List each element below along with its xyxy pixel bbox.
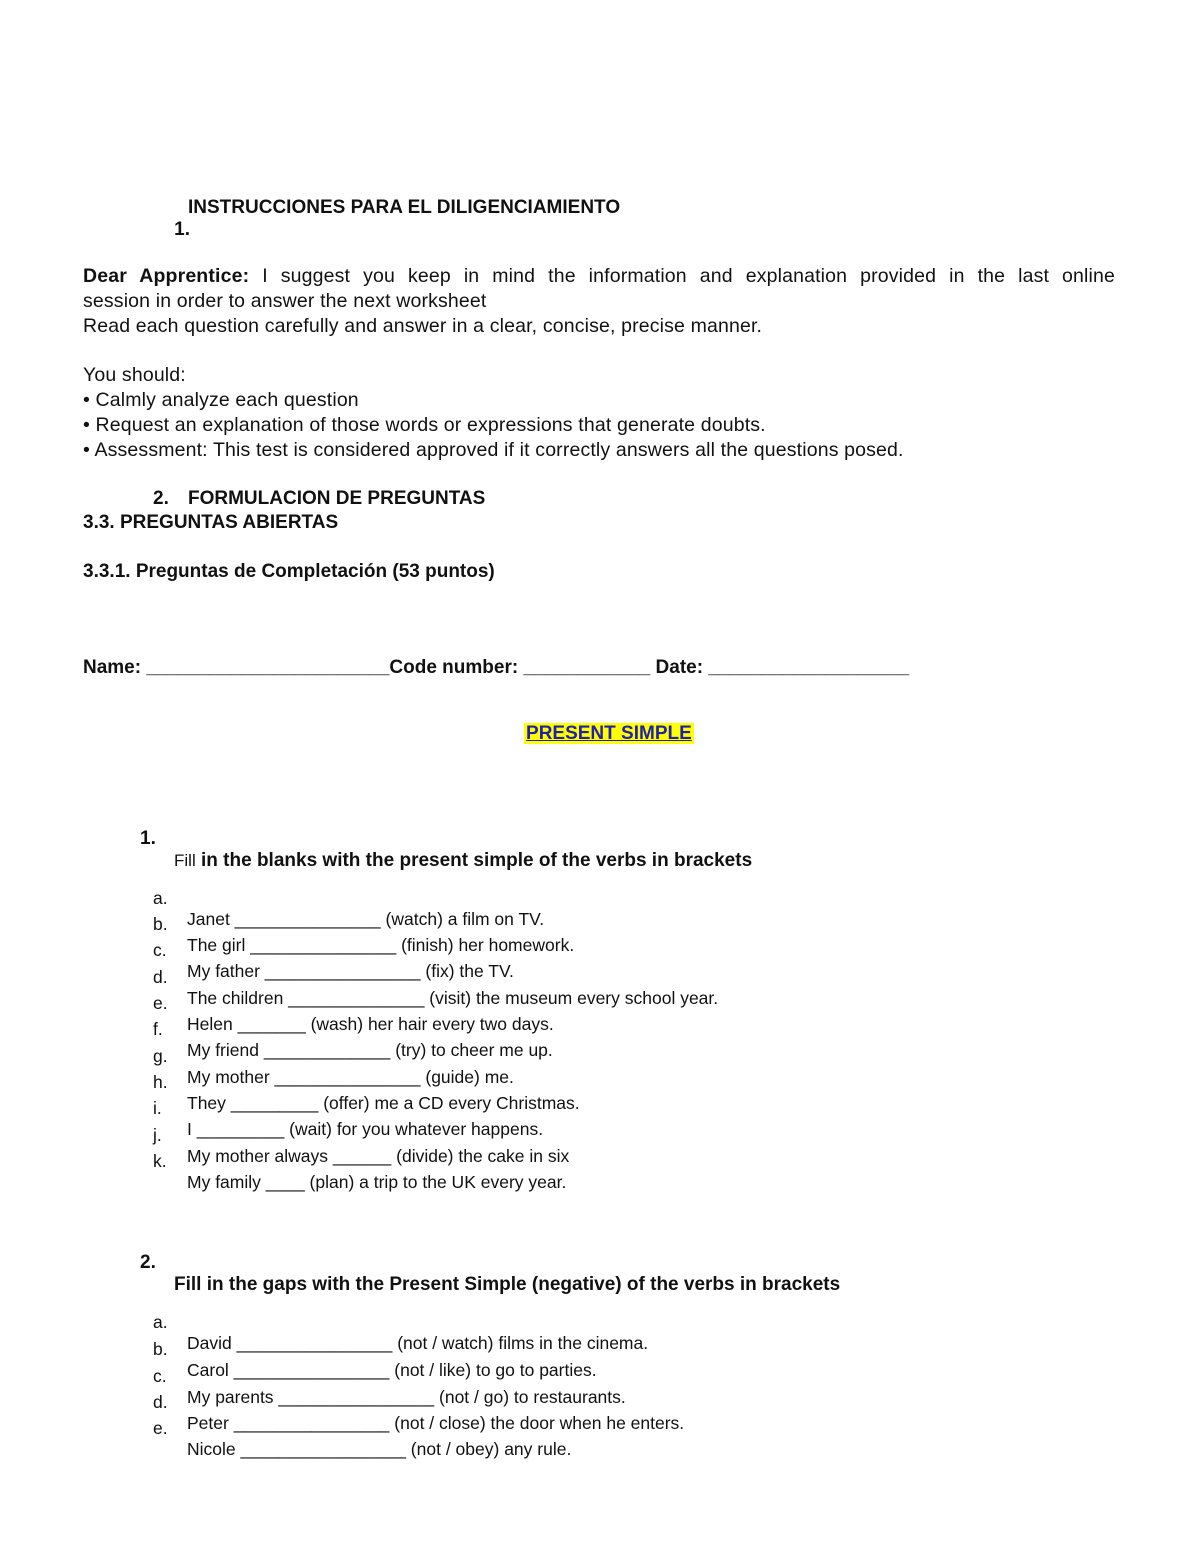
- list-item: [153, 1291, 1053, 1353]
- intro-line-1: [83, 265, 1115, 288]
- should-bullet-2: • Request an explanation of those words or expressions that generate doubts.: [83, 414, 766, 436]
- section1-heading: [153, 197, 190, 263]
- exercise1-heading: [140, 806, 1040, 871]
- item-text[interactable]: My father ________________ (fix) the TV.: [187, 961, 514, 981]
- exercise1-instruction-text: in the blanks with the present simple of the verbs in brackets: [195, 850, 753, 871]
- should-bullet-3: • Assessment: This test is considered approved if it correctly answers all the questions posed.: [83, 439, 904, 461]
- list-item: [153, 867, 1053, 929]
- section33-title: 3.3. PREGUNTAS ABIERTAS: [83, 512, 339, 533]
- section2-number: 2.: [153, 488, 169, 509]
- item-text[interactable]: The girl _______________ (finish) her homework.: [187, 935, 575, 955]
- item-text[interactable]: My mother always ______ (divide) the cake in six: [187, 1146, 570, 1166]
- exercise2-instruction: Fill in the gaps with the Present Simple (negative) of the verbs in brackets: [174, 1274, 841, 1295]
- intro-line-2: session in order to answer the next worksheet: [83, 290, 487, 312]
- item-letter: a.: [153, 1312, 168, 1332]
- item-letter: e.: [153, 1418, 168, 1438]
- item-text[interactable]: Carol ________________ (not / like) to go to parties.: [187, 1360, 597, 1380]
- item-letter: e.: [153, 993, 168, 1013]
- item-text[interactable]: The children ______________ (visit) the museum every school year.: [187, 988, 719, 1008]
- item-letter: c.: [153, 940, 167, 960]
- section33-subtitle: 3.3.1. Preguntas de Completación (53 puntos): [83, 561, 495, 582]
- item-letter: i.: [153, 1098, 162, 1118]
- topic-title: [0, 705, 1200, 763]
- section1-title: INSTRUCCIONES PARA EL DILIGENCIAMIENTO: [188, 197, 621, 218]
- exercise1-prefix: Fill: [174, 851, 196, 870]
- should-title: You should:: [83, 364, 186, 386]
- exercise2-heading: [140, 1230, 1040, 1295]
- item-text[interactable]: Janet _______________ (watch) a film on TV.: [187, 909, 545, 929]
- item-letter: d.: [153, 967, 168, 987]
- item-letter: b.: [153, 914, 168, 934]
- item-text[interactable]: Nicole _________________ (not / obey) any rule.: [187, 1439, 572, 1459]
- item-text[interactable]: My friend _____________ (try) to cheer me up.: [187, 1040, 553, 1060]
- item-letter: f.: [153, 1019, 163, 1039]
- section1-number: 1.: [174, 219, 190, 240]
- should-bullet-1: • Calmly analyze each question: [83, 389, 359, 411]
- item-text[interactable]: Helen _______ (wash) her hair every two days.: [187, 1014, 554, 1034]
- item-letter: k.: [153, 1151, 167, 1171]
- item-text[interactable]: My mother _______________ (guide) me.: [187, 1067, 514, 1087]
- intro-line-3: Read each question carefully and answer in a clear, concise, precise manner.: [83, 315, 763, 337]
- item-text[interactable]: My family ____ (plan) a trip to the UK every year.: [187, 1172, 567, 1192]
- item-text[interactable]: I _________ (wait) for you whatever happens.: [187, 1119, 544, 1139]
- item-text[interactable]: My parents ________________ (not / go) to restaurants.: [187, 1387, 626, 1407]
- exercise2-list: [153, 1291, 1053, 1459]
- exercise1-number: 1.: [140, 828, 156, 849]
- item-text[interactable]: David ________________ (not / watch) films in the cinema.: [187, 1333, 649, 1353]
- item-text[interactable]: Peter ________________ (not / close) the door when he enters.: [187, 1413, 685, 1433]
- student-fields-line[interactable]: Name: _______________________Code number: ____________ Date: ___________________: [83, 657, 910, 678]
- item-letter: a.: [153, 888, 168, 908]
- item-text[interactable]: They _________ (offer) me a CD every Christmas.: [187, 1093, 580, 1113]
- section2-title: FORMULACION DE PREGUNTAS: [188, 488, 486, 509]
- item-letter: d.: [153, 1392, 168, 1412]
- topic-highlight: PRESENT SIMPLE: [526, 723, 692, 744]
- intro-greeting: Dear Apprentice:: [83, 265, 250, 287]
- item-letter: j.: [153, 1125, 162, 1145]
- exercise2-number: 2.: [140, 1252, 156, 1273]
- item-letter: h.: [153, 1072, 168, 1092]
- item-letter: g.: [153, 1046, 168, 1066]
- item-letter: c.: [153, 1366, 167, 1386]
- intro-line-1-text: I suggest you keep in mind the information and explanation provided in the last online: [249, 265, 1115, 287]
- exercise1-list: [153, 867, 1053, 1192]
- item-letter: b.: [153, 1339, 168, 1359]
